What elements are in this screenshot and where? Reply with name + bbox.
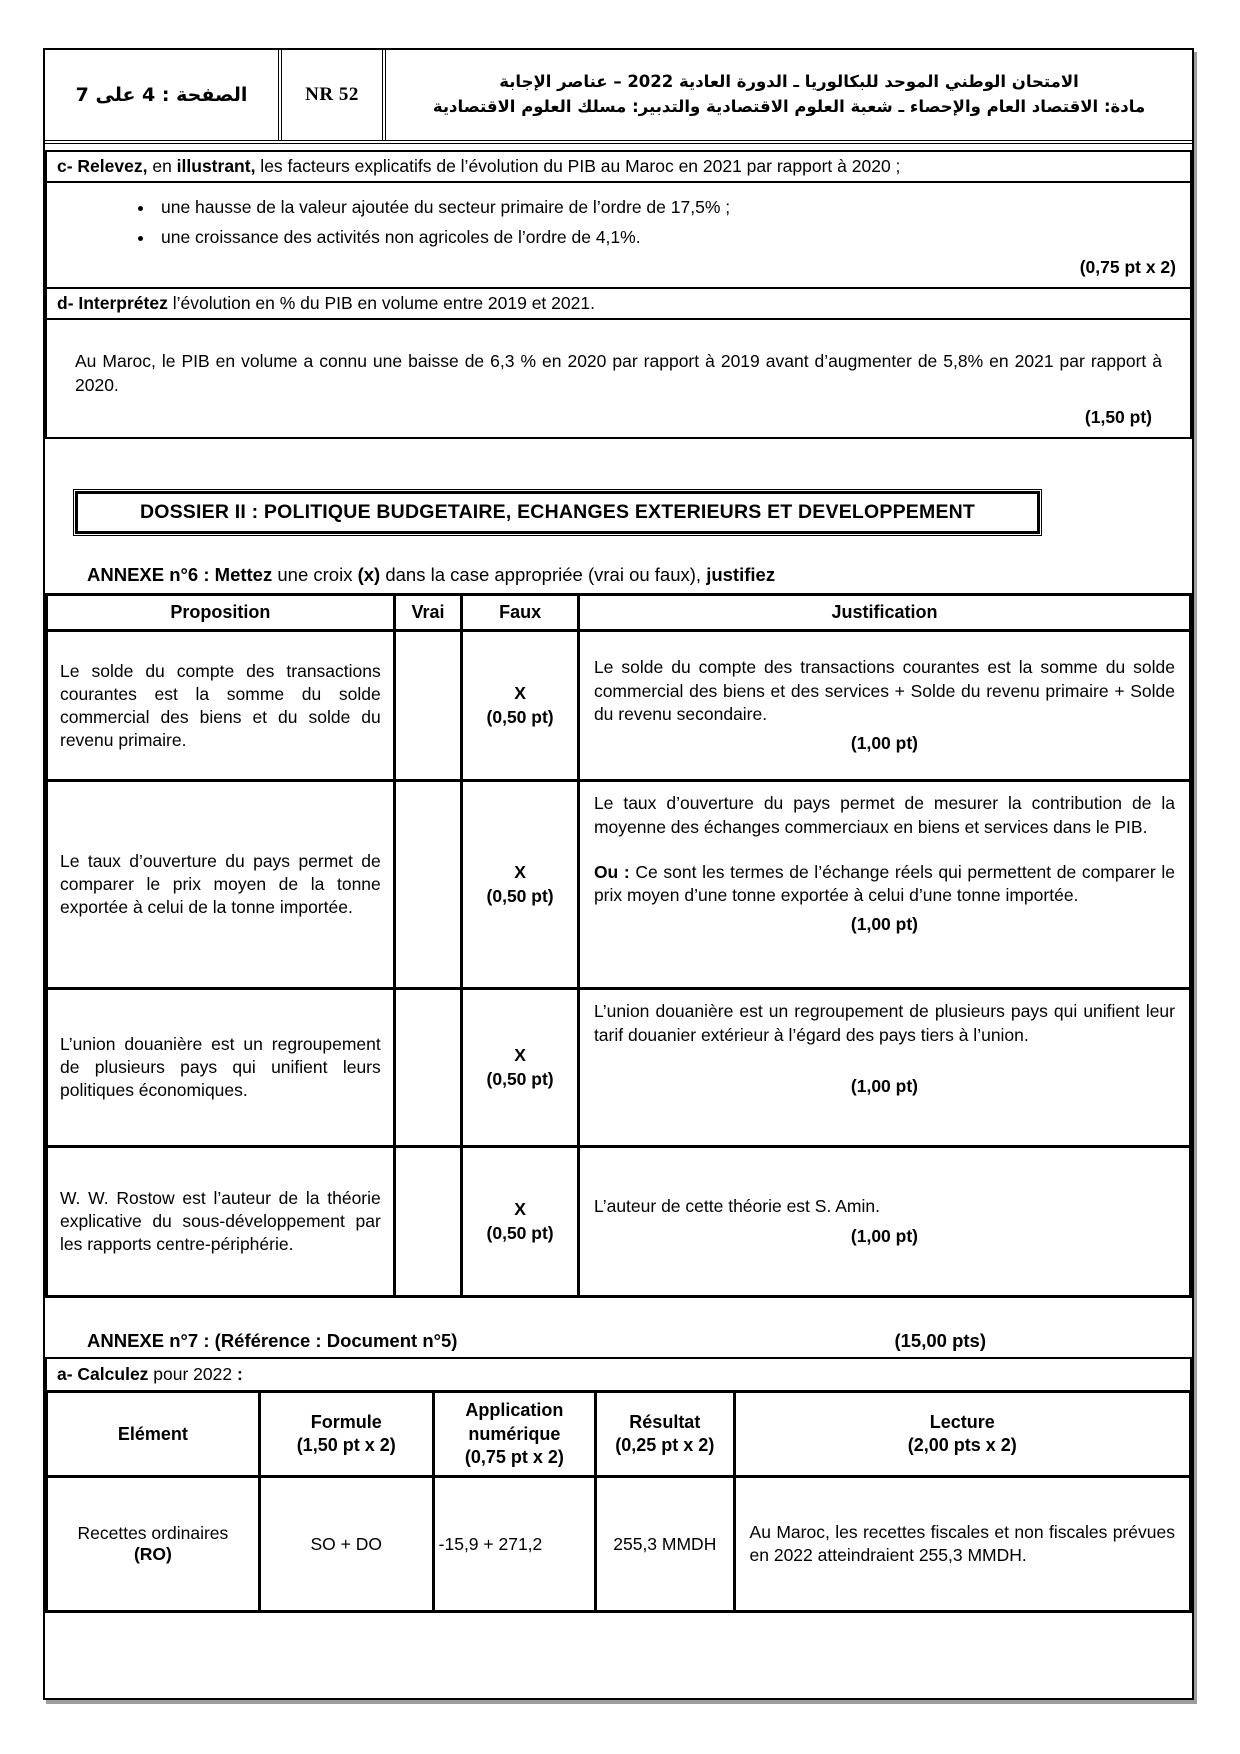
column-header-element — [47, 1392, 260, 1477]
faux-cell — [462, 631, 579, 781]
column-header-faux: Faux — [462, 595, 579, 631]
annexe-7-sub-text: pour 2022 — [148, 1364, 237, 1385]
exam-title-line2: مادة: الاقتصاد العام والإحصاء ـ شعبة العلوم الاقتصادية والتدبير: مسلك العلوم الاقتصادية — [432, 97, 1146, 116]
exam-title-cell — [386, 50, 1192, 140]
justification-text: Le taux d’ouverture du pays permet de mesurer la contribution de la moyenne des échanges commerciaux en biens et services dans le PIB. — [593, 793, 1175, 837]
proposition-cell: W. W. Rostow est l’auteur de la théorie explicative du sous-développement par les rapports centre-périphérie. — [47, 1147, 395, 1297]
exam-code: NR 52 — [305, 84, 359, 105]
header-lecture-points: (2,00 pts x 2) — [907, 1435, 1017, 1456]
annexe-7-title-row — [87, 1330, 1192, 1352]
proposition-cell: Le solde du compte des transactions courantes est la somme du solde commercial des biens et du solde du revenu primaire. — [47, 631, 395, 781]
table-row — [47, 1147, 1191, 1297]
proposition-cell: L’union douanière est un regroupement de plusieurs pays qui unifient leurs politiques économiques. — [47, 989, 395, 1147]
justification-alt — [594, 861, 1175, 908]
table-header-row — [47, 595, 1191, 631]
exam-title-line1: الامتحان الوطني الموحد للبكالوريا ـ الدورة العادية 2022 – عناصر الإجابة — [499, 72, 1079, 92]
faux-mark: X — [514, 1045, 526, 1066]
proposition-cell: Le taux d’ouverture du pays permet de comparer le prix moyen de la tonne exportée à celui de la tonne importée. — [47, 781, 395, 989]
table-row — [47, 781, 1191, 989]
justification-cell — [578, 781, 1190, 989]
justification-cell — [578, 1147, 1190, 1297]
vrai-cell — [394, 631, 461, 781]
exam-code-cell — [282, 50, 386, 140]
table-header-row — [47, 1392, 1191, 1477]
annexe-6-table — [45, 593, 1192, 1298]
section-d-answer: Au Maroc, le PIB en volume a connu une baisse de 6,3 % en 2020 par rapport à 2019 avant d’augmenter de 5,8% en 2021 par rapport à 2020. — [75, 351, 1162, 395]
vrai-cell — [394, 1147, 461, 1297]
header-resultat-points: (0,25 pt x 2) — [615, 1435, 715, 1456]
annexe-7-sub-label: a- Calculez — [57, 1364, 149, 1385]
header-formule-label: Formule — [310, 1411, 382, 1432]
annexe-6-title-bold-1: ANNEXE n°6 : Mettez — [87, 564, 273, 586]
column-header-justification: Justification — [578, 595, 1190, 631]
dossier-2-title: DOSSIER II : POLITIQUE BUDGETAIRE, ECHANGES EXTERIEURS ET DEVELOPPEMENT — [75, 491, 1040, 534]
annexe-7-subheading — [45, 1357, 1192, 1392]
or-label: Ou : — [593, 861, 630, 882]
resultat-cell: 255,3 MMDH — [596, 1477, 734, 1612]
section-c-answer-box — [45, 181, 1192, 289]
table-row — [47, 989, 1191, 1147]
element-name: Recettes ordinaires — [77, 1523, 229, 1544]
column-header-application — [433, 1392, 595, 1477]
annexe-6-title-text-1: une croix — [272, 564, 358, 586]
vrai-cell — [394, 989, 461, 1147]
annexe-7-table — [45, 1390, 1192, 1613]
justification-cell — [578, 631, 1190, 781]
header-element-label: Elément — [117, 1423, 188, 1444]
faux-points: (0,50 pt) — [486, 885, 554, 906]
element-cell — [47, 1477, 260, 1612]
faux-points: (0,50 pt) — [486, 1222, 554, 1243]
page-number-label: الصفحة : 4 على 7 — [75, 84, 248, 106]
vrai-cell — [394, 781, 461, 989]
annexe-6-title — [87, 564, 1192, 586]
page-frame — [43, 48, 1194, 1700]
section-c-text-1: en — [147, 156, 177, 176]
column-header-lecture — [734, 1392, 1190, 1477]
lecture-cell: Au Maroc, les recettes fiscales et non fiscales prévues en 2022 atteindraient 255,3 MMDH. — [734, 1477, 1190, 1612]
annexe-7-sub-colon: : — [236, 1364, 243, 1385]
annexe-7-title: ANNEXE n°7 : (Référence : Document n°5) — [87, 1330, 458, 1352]
annexe-6-title-bold-3: justifiez — [706, 564, 776, 586]
justification-points: (1,00 pt) — [850, 1075, 919, 1096]
page-content — [45, 144, 1192, 1613]
section-d-text-1: l’évolution en % du PIB en volume entre 2019 et 2021. — [167, 293, 595, 313]
section-d-points: (1,50 pt) — [1084, 407, 1152, 428]
justification-points: (1,00 pt) — [850, 1225, 919, 1246]
annexe-7-points: (15,00 pts) — [894, 1330, 986, 1352]
faux-mark: X — [514, 862, 526, 883]
section-c-text-2: les facteurs explicatifs de l’évolution du PIB au Maroc en 2021 par rapport à 2020 ; — [255, 156, 901, 176]
element-abbr: (RO) — [133, 1544, 172, 1565]
section-d-heading — [45, 287, 1192, 320]
section-c-bullet-list — [47, 197, 1190, 248]
justification-text: Le solde du compte des transactions courantes est la somme du solde commercial des biens et des services + Solde du revenu primaire + Solde du revenu secondaire. — [593, 657, 1175, 724]
section-c-label: c- Relevez, — [57, 156, 148, 176]
column-header-vrai: Vrai — [394, 595, 461, 631]
annexe-6-title-text-2: dans la case appropriée (vrai ou faux), — [380, 564, 707, 586]
faux-cell — [462, 1147, 579, 1297]
formule-cell: SO + DO — [259, 1477, 433, 1612]
justification-points: (1,00 pt) — [850, 733, 919, 754]
list-item: • une croissance des activités non agricoles de l’ordre de 4,1%. — [155, 227, 1190, 248]
section-c-bold-2: illustrant, — [176, 156, 256, 176]
faux-points: (0,50 pt) — [486, 1068, 554, 1089]
section-d-label: d- Interprétez — [57, 293, 168, 313]
faux-mark: X — [514, 683, 526, 704]
column-header-resultat — [596, 1392, 734, 1477]
table-row — [47, 631, 1191, 781]
header-lecture-label: Lecture — [929, 1411, 995, 1432]
document-header — [45, 50, 1192, 144]
list-item: • une hausse de la valeur ajoutée du secteur primaire de l’ordre de 17,5% ; — [155, 197, 1190, 218]
header-formule-points: (1,50 pt x 2) — [296, 1435, 396, 1456]
faux-mark: X — [514, 1199, 526, 1220]
application-cell: -15,9 + 271,2 — [433, 1477, 595, 1612]
header-resultat-label: Résultat — [629, 1411, 701, 1432]
faux-cell — [462, 781, 579, 989]
justification-cell — [578, 989, 1190, 1147]
justification-text: L’union douanière est un regroupement de plusieurs pays qui unifient leur tarif douanier extérieur à l’égard des pays tiers à l’union. — [593, 1001, 1175, 1045]
section-c-points: (0,75 pt x 2) — [1079, 257, 1176, 277]
justification-text: L’auteur de cette théorie est S. Amin. — [593, 1196, 880, 1217]
column-header-formule — [259, 1392, 433, 1477]
annexe-6-title-bold-2: (x) — [357, 564, 381, 586]
column-header-proposition: Proposition — [47, 595, 395, 631]
header-application-line1: Application — [465, 1400, 564, 1421]
header-application-line2: numérique — [468, 1423, 561, 1444]
faux-cell — [462, 989, 579, 1147]
table-row — [47, 1477, 1191, 1612]
justification-points: (1,00 pt) — [850, 914, 919, 935]
faux-points: (0,50 pt) — [486, 706, 554, 727]
page-number-cell — [45, 50, 282, 140]
header-application-points: (0,75 pt x 2) — [464, 1447, 564, 1468]
or-text: Ce sont les termes de l’échange réels qui permettent de comparer le prix moyen d’une tonne exportée à celui d’une tonne importée. — [593, 861, 1175, 906]
section-c-heading — [45, 150, 1192, 183]
section-d-answer-box — [45, 318, 1192, 439]
